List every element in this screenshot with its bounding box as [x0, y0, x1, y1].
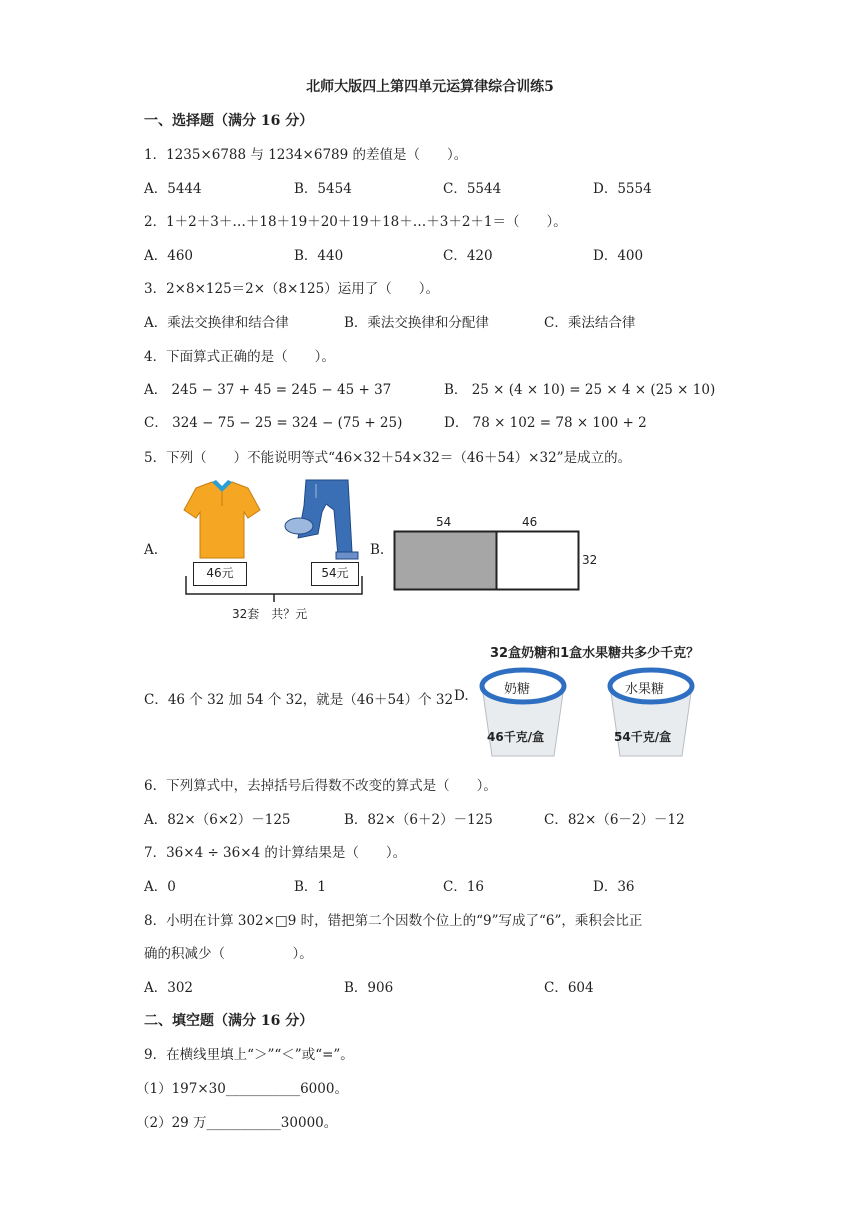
- milk-candy-label: 奶糖: [504, 682, 531, 697]
- gray-rect-part: [395, 532, 497, 590]
- fruit-candy-weight: 54千克/盒: [614, 730, 672, 744]
- rect-label-32: 32: [582, 553, 598, 567]
- question-5: 5．下列（ ）不能说明等式“46×32＋54×32＝（46＋54）×32”是成立的。: [144, 450, 632, 466]
- section-2-heading: 二、填空题（满分 16 分）: [144, 1013, 314, 1029]
- q2-option-a[interactable]: A．460: [144, 248, 194, 264]
- q2-option-d[interactable]: D．400: [593, 248, 644, 264]
- question-3: 3．2×8×125＝2×（8×125）运用了（ ）。: [144, 281, 439, 297]
- q4-option-a[interactable]: A． 245 − 37 + 45 = 245 − 45 + 37: [144, 382, 392, 398]
- shirt-price-tag: 46元: [193, 562, 247, 586]
- q1-option-b[interactable]: B．5454: [294, 181, 352, 197]
- q5-option-b-letter[interactable]: B.: [370, 542, 385, 558]
- q7-option-d[interactable]: D．36: [593, 879, 635, 895]
- question-4: 4．下面算式正确的是（ ）。: [144, 349, 335, 365]
- q7-option-b[interactable]: B．1: [294, 879, 327, 895]
- q2-option-c[interactable]: C．420: [443, 248, 493, 264]
- question-7: 7．36×4 ÷ 36×4 的计算结果是（ ）。: [144, 845, 407, 861]
- question-8-line-1: 8．小明在计算 302×□9 时，错把第二个因数个位上的“9”写成了“6”，乘积会比正: [144, 913, 643, 929]
- q1-option-d[interactable]: D．5554: [593, 181, 652, 197]
- q5-option-a-letter[interactable]: A.: [144, 542, 159, 558]
- q3-option-a[interactable]: A．乘法交换律和结合律: [144, 315, 289, 331]
- q6-option-a[interactable]: A．82×（6×2）－125: [144, 812, 291, 828]
- q4-option-c[interactable]: C． 324 − 75 − 25 = 324 − (75 + 25): [144, 415, 403, 431]
- area-rectangle-diagram: [393, 530, 583, 592]
- q9-part-1[interactable]: （1）197×30___________6000。: [136, 1081, 348, 1097]
- shirt-icon: [184, 480, 260, 558]
- question-8-line-2: 确的积减少（ ）。: [144, 946, 313, 962]
- q4-option-b[interactable]: B． 25 × (4 × 10) = 25 × 4 × (25 × 10): [444, 382, 716, 398]
- rect-label-54: 54: [436, 515, 452, 529]
- q6-option-c[interactable]: C．82×（6－2）－12: [544, 812, 685, 828]
- fruit-candy-label: 水果糖: [625, 682, 665, 697]
- section-1-heading: 一、选择题（满分 16 分）: [144, 113, 314, 129]
- q6-option-b[interactable]: B．82×（6＋2）－125: [344, 812, 493, 828]
- jeans-icon: [285, 480, 358, 559]
- q7-option-a[interactable]: A．0: [144, 879, 176, 895]
- page-title: 北师大版四上第四单元运算律综合训练5: [306, 79, 554, 95]
- q4-option-d[interactable]: D． 78 × 102 = 78 × 100 + 2: [444, 415, 647, 431]
- bracket-caption: 32套 共？元: [232, 607, 308, 621]
- candy-question: 32盒奶糖和1盒水果糖共多少千克？: [490, 646, 700, 661]
- question-9: 9．在横线里填上“＞”“＜”或“=”。: [144, 1047, 354, 1063]
- q8-option-b[interactable]: B．906: [344, 980, 394, 996]
- q5-option-d-letter[interactable]: D.: [454, 688, 469, 704]
- q8-option-c[interactable]: C．604: [544, 980, 594, 996]
- question-2: 2．1＋2＋3＋…＋18＋19＋20＋19＋18＋…＋3＋2＋1＝（ ）。: [144, 214, 567, 230]
- q8-option-a[interactable]: A．302: [144, 980, 194, 996]
- white-rect-part: [497, 532, 579, 590]
- q7-option-c[interactable]: C．16: [443, 879, 485, 895]
- q2-option-b[interactable]: B．440: [294, 248, 344, 264]
- pants-price-tag: 54元: [311, 562, 359, 586]
- q5-option-c[interactable]: C．46 个 32 加 54 个 32，就是（46＋54）个 32: [144, 692, 454, 708]
- q3-option-c[interactable]: C．乘法结合律: [544, 315, 636, 331]
- question-6: 6．下列算式中，去掉括号后得数不改变的算式是（ ）。: [144, 778, 497, 794]
- q1-option-a[interactable]: A．5444: [144, 181, 202, 197]
- q3-option-b[interactable]: B．乘法交换律和分配律: [344, 315, 489, 331]
- milk-candy-weight: 46千克/盒: [487, 730, 545, 744]
- q1-option-c[interactable]: C．5544: [443, 181, 502, 197]
- question-1: 1．1235×6788 与 1234×6789 的差值是（ ）。: [144, 147, 468, 163]
- rect-label-46: 46: [522, 515, 538, 529]
- q9-part-2[interactable]: （2）29 万___________30000。: [136, 1115, 338, 1131]
